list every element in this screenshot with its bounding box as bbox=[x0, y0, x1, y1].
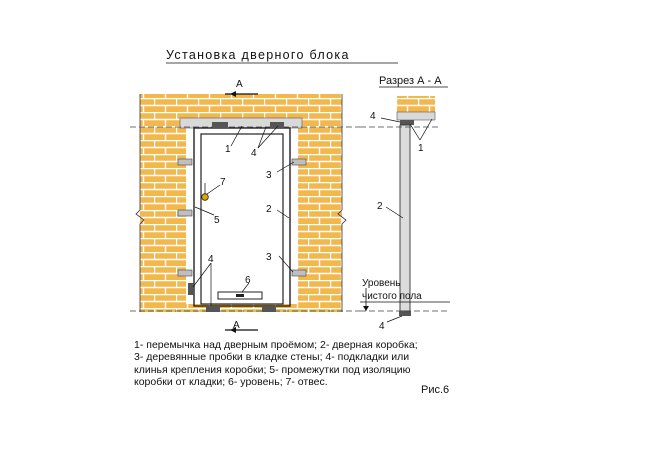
floor-label-line1: Уровень bbox=[362, 278, 401, 289]
section-brick bbox=[397, 96, 435, 114]
callout-4-section-top: 4 bbox=[370, 111, 376, 122]
wood-plug-left-mid bbox=[178, 210, 192, 216]
callout-1-front: 1 bbox=[225, 144, 231, 155]
wood-plug-left-bottom bbox=[178, 270, 192, 276]
callout-6: 6 bbox=[245, 275, 251, 286]
callout-5: 5 bbox=[214, 215, 220, 226]
insulation-gap-right bbox=[290, 128, 298, 304]
section-title: Разрез А - А bbox=[379, 75, 442, 87]
section-marker-top bbox=[225, 79, 258, 97]
callout-2-section: 2 bbox=[377, 201, 383, 212]
spirit-level bbox=[218, 292, 262, 299]
shim-left-side bbox=[188, 283, 194, 295]
legend-line: 1- перемычка над дверным проёмом; 2- дверная коробка; bbox=[134, 339, 418, 351]
callout-3-front-bottom: 3 bbox=[266, 252, 272, 263]
wood-plug-right-bottom bbox=[292, 270, 306, 276]
section-marker-top-label: А bbox=[236, 79, 243, 90]
wood-plug-right-top bbox=[292, 159, 306, 165]
section-shim-bottom bbox=[399, 311, 411, 316]
callout-3-front-top: 3 bbox=[266, 170, 272, 181]
callout-4-section-bottom: 4 bbox=[379, 321, 385, 332]
diagram-title: Установка дверного блока bbox=[166, 48, 350, 62]
diagram-legend bbox=[134, 339, 454, 389]
floor-level-arrow bbox=[363, 306, 369, 311]
shim-top-left bbox=[212, 122, 228, 128]
callout-1-section: 1 bbox=[418, 143, 424, 154]
section-marker-bottom-label: А bbox=[233, 320, 240, 331]
section-marker-bottom bbox=[225, 320, 258, 333]
callout-4-front-bottom: 4 bbox=[208, 254, 214, 265]
section-lintel bbox=[397, 112, 435, 120]
callout-2-front: 2 bbox=[266, 204, 272, 215]
callout-7: 7 bbox=[220, 177, 226, 188]
shim-bottom-right bbox=[262, 306, 276, 312]
callout-4-front-top: 4 bbox=[251, 148, 257, 159]
shim-bottom-left bbox=[206, 306, 220, 312]
legend-line: клинья крепления коробки; 5- промежутки под изоляцию bbox=[134, 363, 411, 376]
legend-line: коробки от кладки; 6- уровень; 7- отвес. bbox=[134, 376, 328, 389]
section-post bbox=[400, 125, 410, 311]
section-shim-top bbox=[400, 120, 414, 125]
figure-number: Рис.6 bbox=[421, 384, 450, 396]
wood-plug-left-top bbox=[178, 159, 192, 165]
floor-label-line2: чистого пола bbox=[362, 291, 422, 302]
door-frame bbox=[194, 128, 290, 306]
legend-line: 3- деревянные пробки в кладке стены; 4- подкладки или bbox=[134, 351, 410, 364]
